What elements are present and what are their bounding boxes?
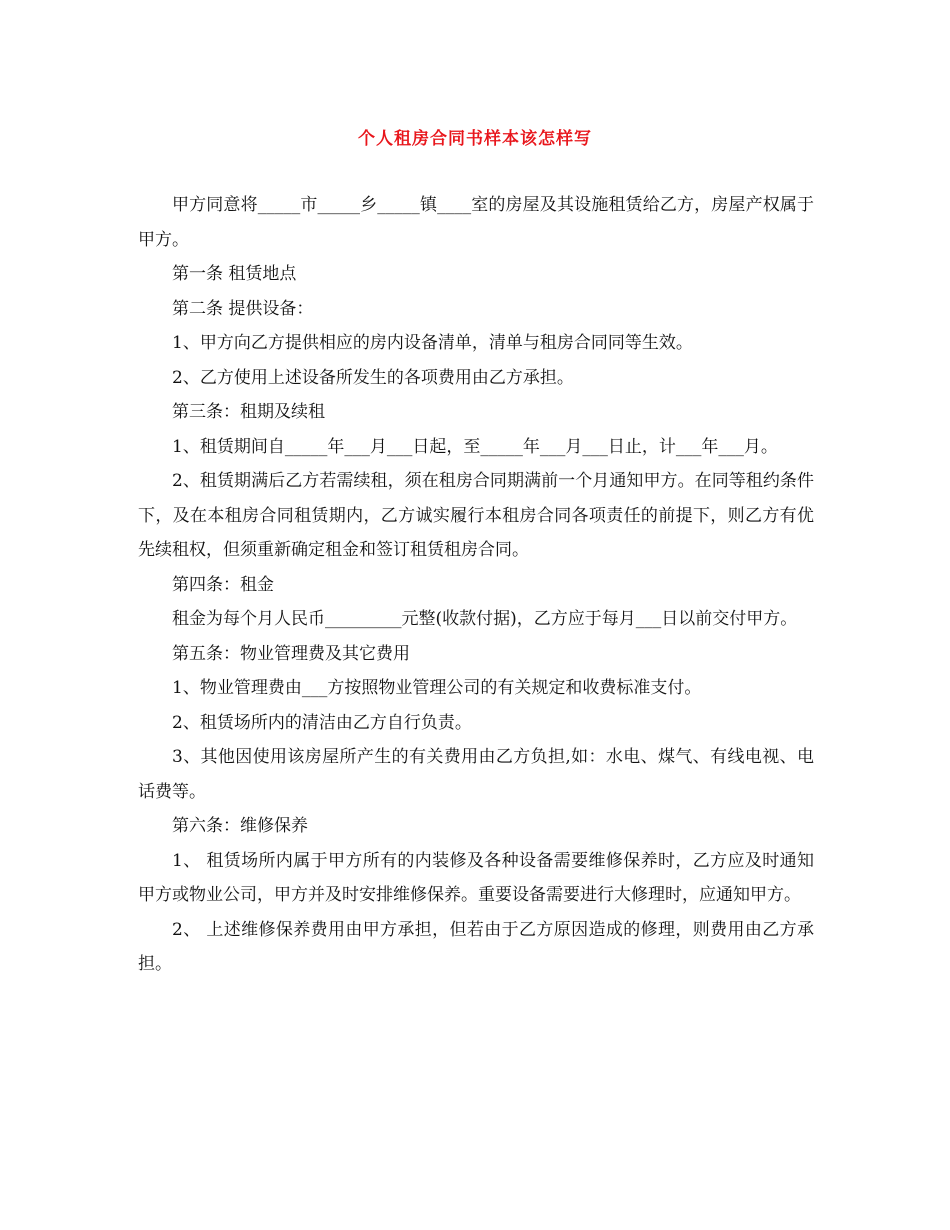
clause-3-item-1: 1、租赁期间自_____年___月___日起，至_____年___月___日止，计___年___月。 (172, 436, 778, 457)
clause-5-item-2: 2、租赁场所内的清洁由乙方自行负责。 (172, 712, 472, 733)
clause-4-heading: 第四条：租金 (172, 574, 274, 595)
paragraph-intro: 甲方同意将_____市_____乡_____镇____室的房屋及其设施租赁给乙方，房屋产权属于甲方。 (138, 195, 814, 250)
clause-1-heading: 第一条 租赁地点 (172, 264, 297, 284)
clause-2-item-1: 1、甲方向乙方提供相应的房内设备清单，清单与租房合同同等生效。 (172, 333, 693, 353)
clause-6-heading: 第六条：维修保养 (172, 816, 308, 836)
clause-5-item-1: 1、物业管理费由___方按照物业管理公司的有关规定和收费标准支付。 (172, 678, 702, 698)
clause-5-heading: 第五条：物业管理费及其它费用 (172, 643, 410, 664)
clause-5-item-3: 3、其他因使用该房屋所产生的有关费用由乙方负担,如：水电、煤气、有线电视、电话费等。 (138, 747, 814, 802)
clause-4-body: 租金为每个月人民币_________元整(收款付据)，乙方应于每月___日以前交付甲方。 (172, 609, 798, 629)
clause-3-item-2: 2、租赁期满后乙方若需续租，须在租房合同期满前一个月通知甲方。在同等租约条件下，及在本租房合同租赁期内，乙方诚实履行本租房合同各项责任的前提下，则乙方有优先续租权，但须重新确定租金和签订租赁租房合同。 (138, 471, 814, 560)
clause-6-item-2: 2、 上述维修保养费用由甲方承担，但若由于乙方原因造成的修理，则费用由乙方承担。 (138, 919, 814, 974)
clause-6-item-1: 1、 租赁场所内属于甲方所有的内装修及各种设备需要维修保养时，乙方应及时通知甲方或物业公司，甲方并及时安排维修保养。重要设备需要进行大修理时，应通知甲方。 (138, 850, 814, 905)
clause-3-heading: 第三条：租期及续租 (172, 402, 325, 422)
document-body (138, 188, 814, 982)
clause-2-item-2: 2、乙方使用上述设备所发生的各项费用由乙方承担。 (172, 367, 574, 388)
document-title: 个人租房合同书样本该怎样写 (358, 129, 592, 149)
clause-2-heading: 第二条 提供设备： (172, 298, 314, 319)
